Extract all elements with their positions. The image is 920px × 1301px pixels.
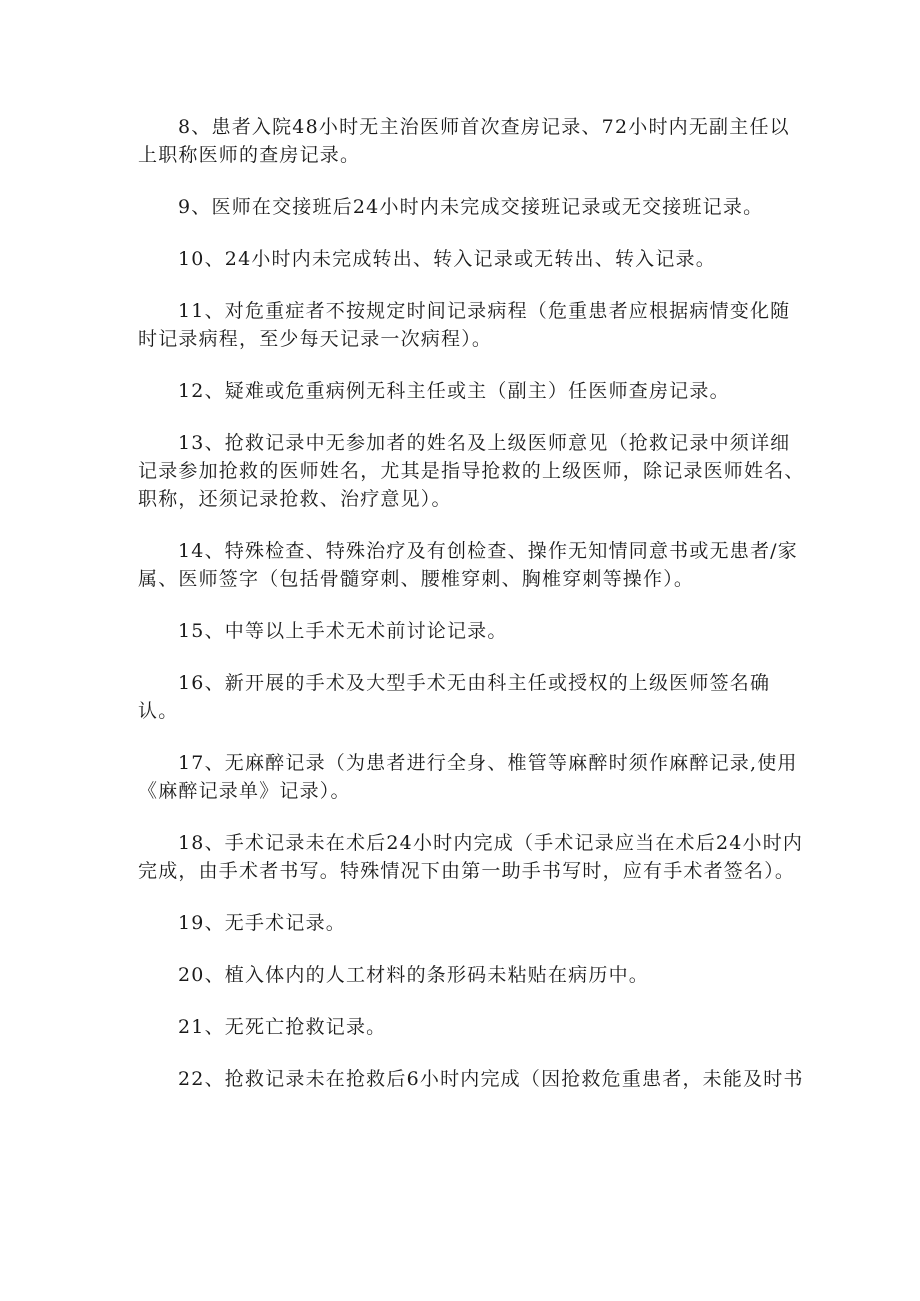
item-18: 18、手术记录未在术后24小时内完成（手术记录应当在术后24小时内完成，由手术者书写。特殊情况下由第一助手书写时，应有手术者签名）。 [138, 832, 804, 882]
item-13: 13、抢救记录中无参加者的姓名及上级医师意见（抢救记录中须详细记录参加抢救的医师姓名，尤其是指导抢救的上级医师，除记录医师姓名、职称，还须记录抢救、治疗意见）。 [138, 432, 805, 510]
item-14: 14、特殊检查、特殊治疗及有创检查、操作无知情同意书或无患者/家属、医师签字（包括骨髓穿刺、腰椎穿刺、胸椎穿刺等操作）。 [138, 540, 798, 590]
item-15: 15、中等以上手术无术前讨论记录。 [178, 620, 508, 642]
item-12: 12、疑难或危重病例无科主任或主（副主）任医师查房记录。 [178, 380, 730, 402]
item-9: 9、医师在交接班后24小时内未完成交接班记录或无交接班记录。 [178, 196, 764, 218]
item-11: 11、对危重症者不按规定时间记录病程（危重患者应根据病情变化随时记录病程，至少每天记录一次病程）。 [138, 300, 791, 350]
item-19: 19、无手术记录。 [178, 912, 346, 934]
item-16: 16、新开展的手术及大型手术无由科主任或授权的上级医师签名确认。 [138, 672, 771, 722]
document-body [138, 113, 808, 1093]
item-20: 20、植入体内的人工材料的条形码未粘贴在病历中。 [178, 964, 649, 986]
item-21: 21、无死亡抢救记录。 [178, 1016, 387, 1038]
item-17: 17、无麻醉记录（为患者进行全身、椎管等麻醉时须作麻醉记录,使用《麻醉记录单》记录）。 [138, 752, 798, 802]
item-22: 22、抢救记录未在抢救后6小时内完成（因抢救危重患者，未能及时书 [178, 1068, 804, 1090]
item-10: 10、24小时内未完成转出、转入记录或无转出、转入记录。 [178, 248, 716, 270]
item-8: 8、患者入院48小时无主治医师首次查房记录、72小时内无副主任以上职称医师的查房记录。 [138, 116, 790, 166]
